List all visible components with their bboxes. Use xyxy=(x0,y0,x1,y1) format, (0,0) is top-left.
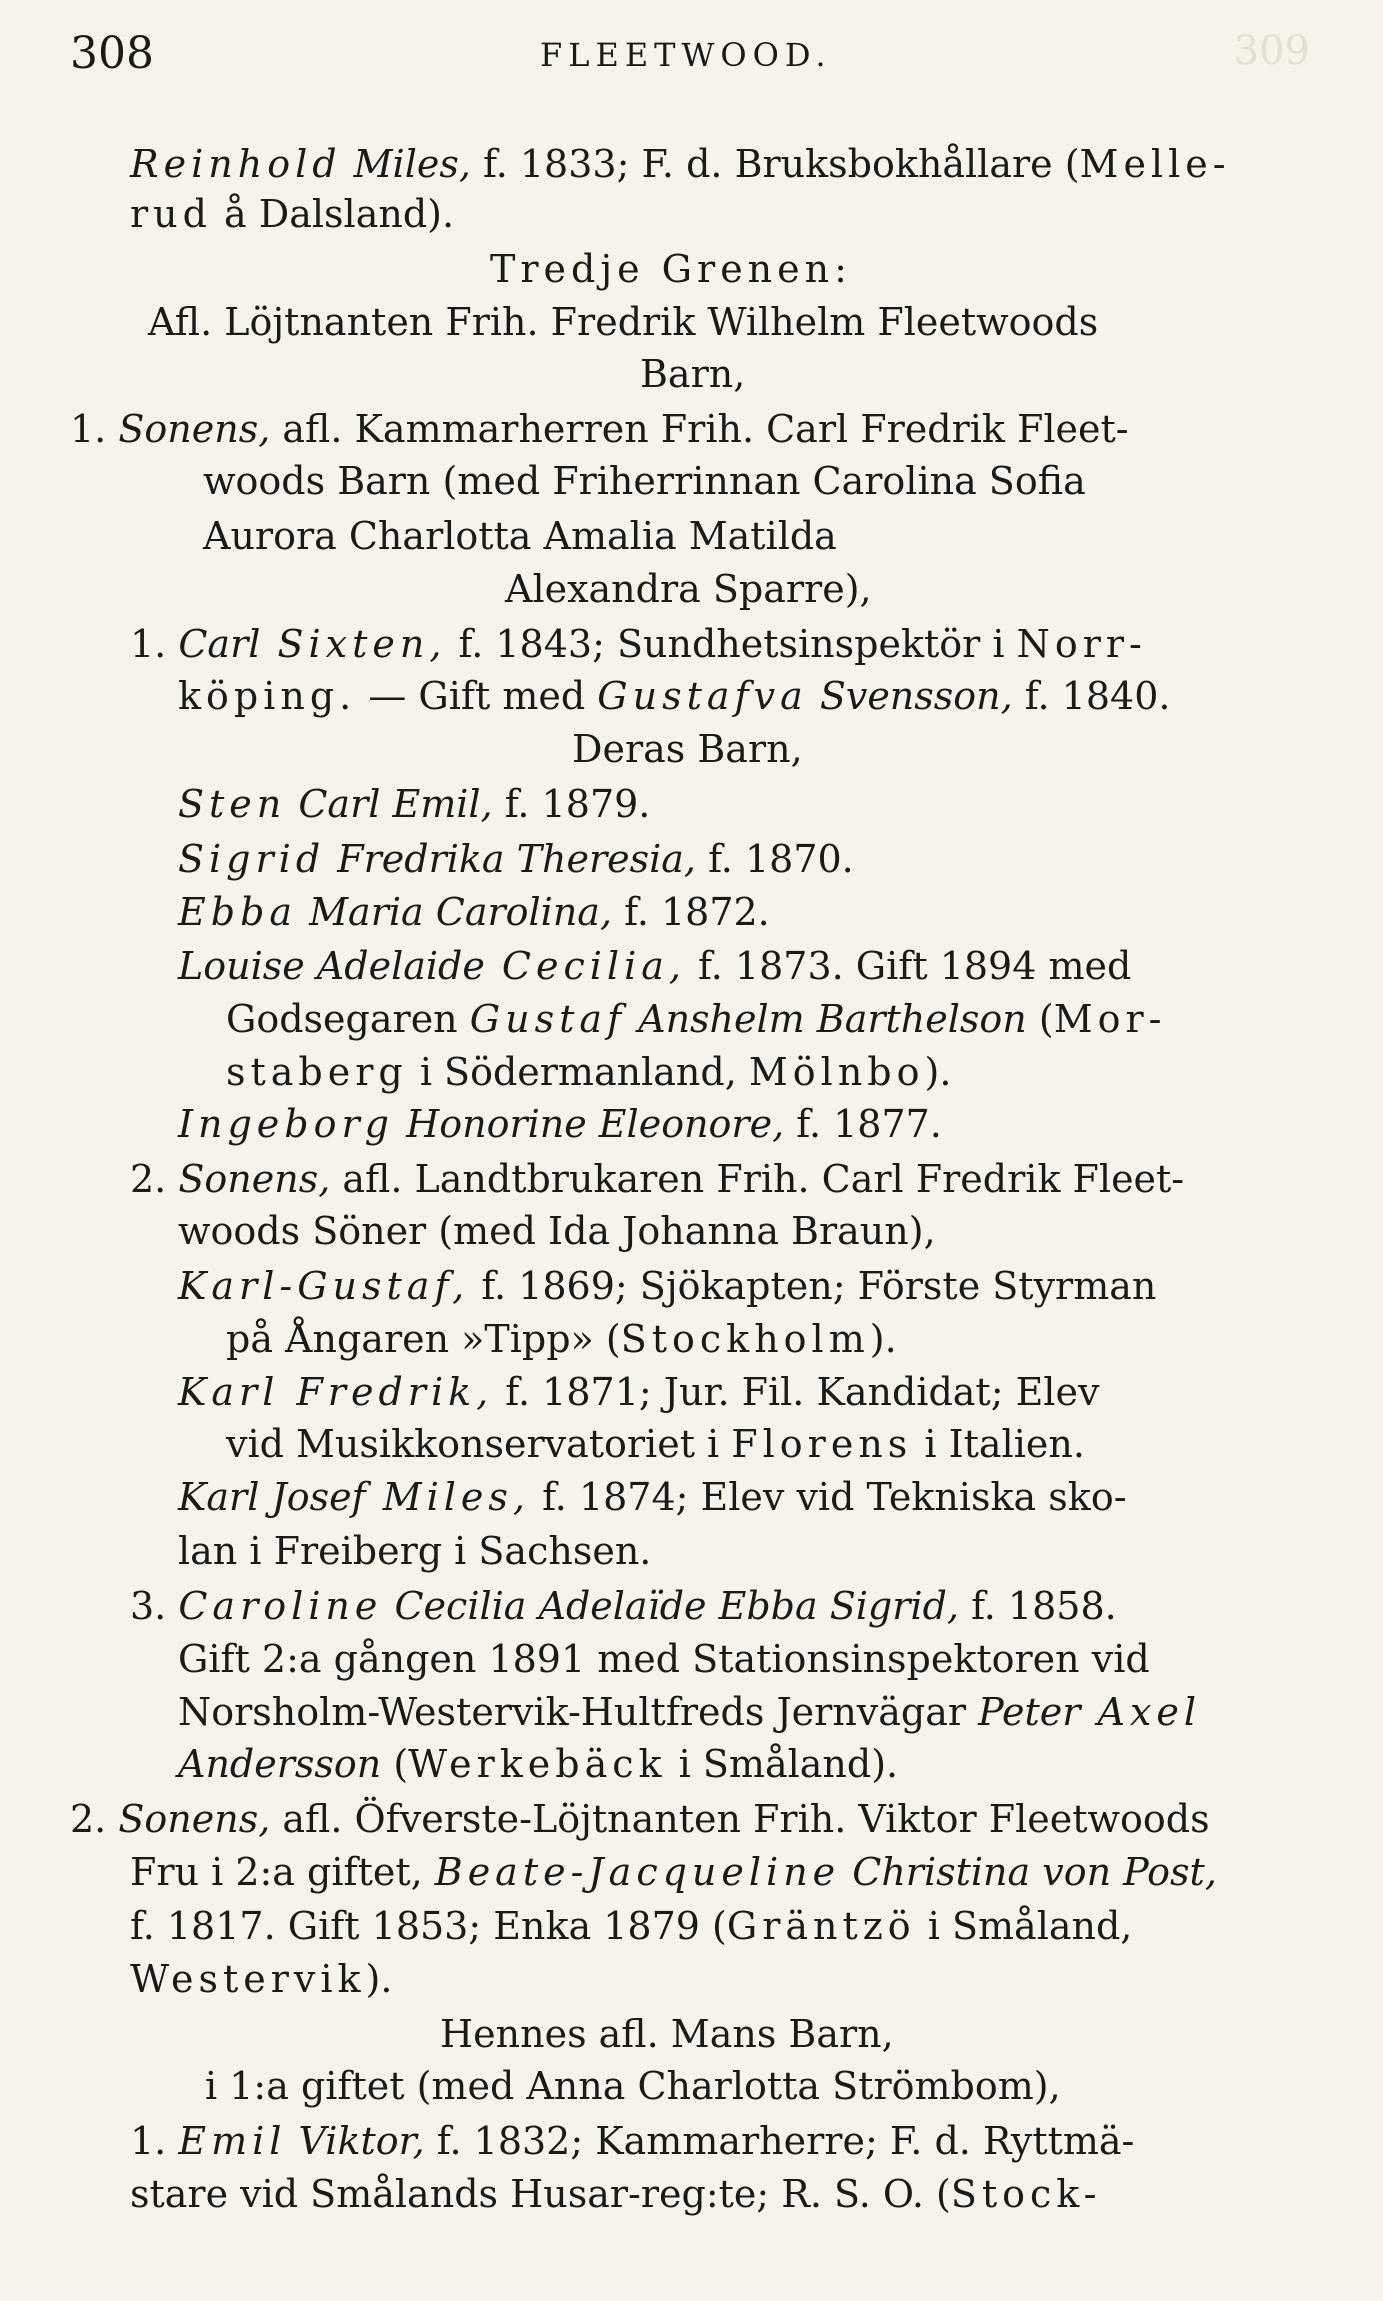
text-segment: Sigrid xyxy=(178,837,326,881)
text-segment: lan i Freiberg i Sachsen. xyxy=(178,1529,652,1573)
text-line xyxy=(148,298,1098,346)
text-segment: 1. xyxy=(130,2119,179,2163)
text-line xyxy=(130,1955,392,2003)
text-segment: Aurora Charlotta Amalia Matilda xyxy=(203,514,837,558)
text-segment: Sonens, xyxy=(178,1157,331,1201)
text-segment: vid Musikkonservatoriet i xyxy=(226,1422,732,1466)
text-line xyxy=(226,1420,1085,1468)
text-segment: Svensson, xyxy=(807,674,1013,718)
text-segment: Emil xyxy=(178,2119,287,2163)
text-segment: Caroline xyxy=(178,1584,383,1628)
text-segment: Norr- xyxy=(1016,622,1147,666)
text-line xyxy=(178,942,1131,990)
text-segment: f. 1869; Sjökapten; Förste Styrman xyxy=(469,1264,1157,1308)
text-segment: Fredrika Theresia, xyxy=(325,837,697,881)
text-segment: Gift 2:a gången 1891 med Stationsinspektoren vid xyxy=(178,1637,1150,1681)
text-line xyxy=(178,780,650,828)
text-segment: Werkebäck xyxy=(408,1742,667,1786)
text-line xyxy=(178,1688,1201,1736)
text-segment: 3. xyxy=(130,1584,179,1628)
text-segment: afl. Kammarherren Frih. Carl Fredrik Fleet- xyxy=(270,407,1129,451)
text-segment: staberg xyxy=(226,1050,408,1094)
text-segment: 1. xyxy=(70,407,119,451)
text-segment: Godsegaren xyxy=(226,997,470,1041)
text-segment: f. 1832; Kammarherre; F. d. Ryttmä- xyxy=(424,2119,1135,2163)
text-line xyxy=(178,1100,942,1148)
text-segment: f. 1874; Elev vid Tekniska sko- xyxy=(530,1475,1127,1519)
text-segment: f. 1858. xyxy=(958,1584,1117,1628)
text-segment: afl. Landtbrukaren Frih. Carl Fredrik Fleet- xyxy=(330,1157,1185,1201)
text-segment: f. 1873. Gift 1894 med xyxy=(685,944,1132,988)
text-line xyxy=(640,350,745,398)
text-line xyxy=(130,190,454,238)
text-segment: f. 1843; Sundhetsinspektör i xyxy=(446,622,1017,666)
text-line xyxy=(203,512,837,560)
text-segment: Carl xyxy=(178,622,261,666)
text-segment: f. 1877. xyxy=(784,1102,942,1146)
text-segment: Louise Adelaide xyxy=(178,944,485,988)
text-segment: Josef xyxy=(259,1475,366,1519)
text-line xyxy=(178,835,854,883)
text-segment: f. 1879. xyxy=(492,782,651,826)
text-line xyxy=(178,1368,1099,1416)
page-number: 308 xyxy=(70,28,154,79)
text-segment: Viktor, xyxy=(286,2119,425,2163)
text-line xyxy=(440,2010,894,2058)
text-segment: Anshelm Barthelson xyxy=(626,997,1027,1041)
text-segment: rud xyxy=(130,192,212,236)
text-segment: Karl-Gustaf, xyxy=(178,1264,470,1308)
text-line xyxy=(226,1048,951,1096)
text-segment: Mor- xyxy=(1053,997,1167,1041)
text-segment: stare vid Smålands Husar-reg:te; R. S. O. ( xyxy=(130,2172,951,2216)
text-segment: Honorine Eleonore, xyxy=(394,1102,785,1146)
text-segment: f. 1870. xyxy=(696,837,854,881)
text-segment: Alexandra Sparre), xyxy=(505,567,872,611)
text-segment: Mölnbo xyxy=(748,1050,925,1094)
text-segment: Sixten, xyxy=(260,622,447,666)
text-line xyxy=(130,1582,1117,1630)
text-segment: ). xyxy=(365,1957,393,2001)
text-segment: 2. xyxy=(130,1157,179,1201)
bleed-through-page-number: 309 xyxy=(1233,28,1310,74)
text-segment: Gräntzö xyxy=(726,1904,916,1948)
text-line xyxy=(178,1527,651,1575)
text-segment: — Gift med xyxy=(356,674,598,718)
text-segment: Reinhold xyxy=(130,142,342,186)
text-line xyxy=(70,1795,1210,1843)
text-segment: Peter xyxy=(978,1690,1081,1734)
text-segment: Miles, xyxy=(365,1475,530,1519)
text-segment: Florens xyxy=(731,1422,913,1466)
text-segment: köping. xyxy=(178,674,357,718)
text-line xyxy=(178,1207,936,1255)
text-segment: Barn, xyxy=(640,352,746,396)
text-segment: i Italien. xyxy=(912,1422,1085,1466)
text-segment: ). xyxy=(869,1317,897,1361)
text-segment: Maria Carolina, xyxy=(297,890,613,934)
text-segment: Gustafva xyxy=(597,674,808,718)
text-segment: i Småland, xyxy=(915,1904,1133,1948)
text-segment: Carl Emil, xyxy=(286,782,493,826)
text-segment: Christina von Post, xyxy=(840,1850,1217,1894)
text-segment: Stockholm xyxy=(620,1317,870,1361)
page-header xyxy=(70,28,1310,88)
text-line xyxy=(130,1902,1132,1950)
text-line xyxy=(130,2170,1101,2218)
text-segment: ( xyxy=(381,1742,409,1786)
text-segment: Karl xyxy=(178,1475,260,1519)
text-segment: ( xyxy=(1026,997,1054,1041)
text-line xyxy=(505,565,872,613)
text-segment: f. 1840. xyxy=(1012,674,1171,718)
text-segment: på Ångaren »Tipp» ( xyxy=(226,1317,621,1361)
text-segment: f. 1817. Gift 1853; Enka 1879 ( xyxy=(130,1904,727,1948)
text-segment: f. 1833; F. d. Bruksbokhållare ( xyxy=(470,142,1080,186)
text-line xyxy=(130,1848,1217,1896)
text-segment: f. 1871; Jur. Fil. Kandidat; Elev xyxy=(493,1370,1100,1414)
text-line xyxy=(205,2062,1061,2110)
text-segment: f. 1872. xyxy=(612,890,770,934)
text-line xyxy=(226,1315,897,1363)
text-segment: Melle- xyxy=(1079,142,1231,186)
text-segment: i Småland). xyxy=(666,1742,899,1786)
text-segment: Gustaf xyxy=(469,997,627,1041)
text-segment: Stock- xyxy=(950,2172,1102,2216)
text-segment: Deras Barn, xyxy=(572,727,803,771)
text-line xyxy=(178,1740,898,1788)
text-line xyxy=(178,888,770,936)
text-segment: Sonens, xyxy=(118,1797,271,1841)
text-segment: 2. xyxy=(70,1797,119,1841)
text-line xyxy=(130,620,1147,668)
text-segment: Cecilia Adelaïde Ebba Sigrid, xyxy=(382,1584,959,1628)
running-title: FLEETWOOD. xyxy=(540,36,832,74)
text-segment: Fru i 2:a giftet, xyxy=(130,1850,435,1894)
text-line xyxy=(178,1635,1150,1683)
text-segment: Cecilia, xyxy=(484,944,686,988)
text-line xyxy=(178,1262,1156,1310)
text-segment: Miles, xyxy=(341,142,471,186)
text-segment: woods Barn (med Friherrinnan Carolina Sofia xyxy=(203,459,1086,503)
text-line xyxy=(203,457,1086,505)
text-line xyxy=(130,2117,1134,2165)
text-segment: Westervik xyxy=(130,1957,366,2001)
text-segment: Andersson xyxy=(178,1742,382,1786)
text-segment: Sten xyxy=(178,782,287,826)
text-segment: Afl. Löjtnanten Frih. Fredrik Wilhelm Fleetwoods xyxy=(148,300,1099,344)
text-segment: woods Söner (med Ida Johanna Braun), xyxy=(178,1209,936,1253)
text-line xyxy=(178,1473,1127,1521)
text-line xyxy=(572,725,803,773)
text-segment: i Södermanland, xyxy=(407,1050,749,1094)
text-line xyxy=(130,1155,1184,1203)
text-segment: Ebba xyxy=(178,890,298,934)
text-line xyxy=(130,140,1231,188)
text-segment: Hennes afl. Mans Barn, xyxy=(440,2012,894,2056)
text-line xyxy=(226,995,1166,1043)
text-segment: ). xyxy=(924,1050,952,1094)
text-line xyxy=(178,672,1170,720)
text-line xyxy=(70,405,1129,453)
text-segment: i 1:a giftet (med Anna Charlotta Strömbom), xyxy=(205,2064,1061,2108)
text-segment: Ingeborg xyxy=(178,1102,394,1146)
text-segment: Norsholm-Westervik-Hultfreds Jernvägar xyxy=(178,1690,979,1734)
text-segment: Karl Fredrik, xyxy=(178,1370,494,1414)
text-segment: 1. xyxy=(130,622,179,666)
text-segment: Axel xyxy=(1080,1690,1202,1734)
text-segment: å Dalsland). xyxy=(211,192,455,236)
text-segment: Tredje Grenen: xyxy=(490,247,852,291)
text-segment: Sonens, xyxy=(118,407,271,451)
text-segment: afl. Öfverste-Löjtnanten Frih. Viktor Fleetwoods xyxy=(270,1797,1210,1841)
text-segment: Beate-Jacqueline xyxy=(434,1850,841,1894)
text-line xyxy=(490,245,852,293)
